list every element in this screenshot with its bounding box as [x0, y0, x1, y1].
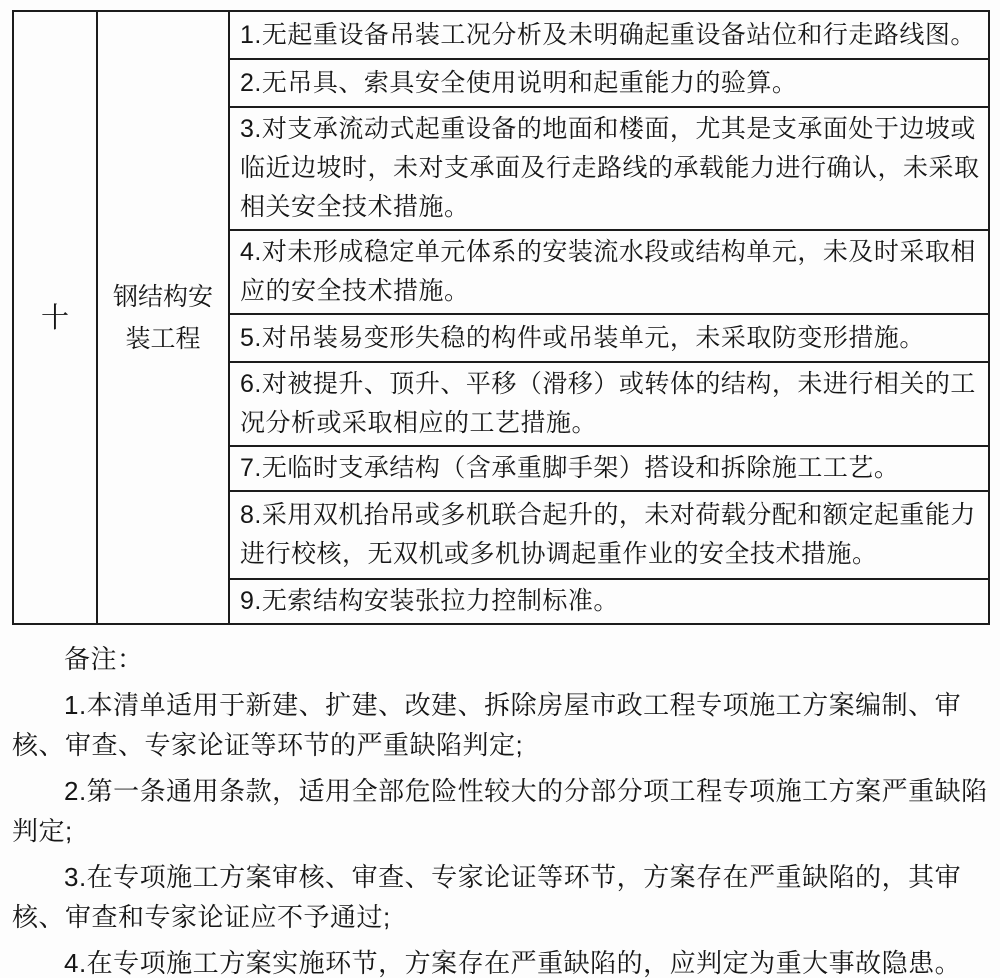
- defect-table: [12, 10, 990, 625]
- defect-item-6: 6.对被提升、顶升、平移（滑移）或转体的结构，未进行相关的工况分析或采取相应的工艺措施。: [229, 362, 989, 446]
- defect-item-5: 5.对吊装易变形失稳的构件或吊装单元，未采取防变形措施。: [229, 314, 989, 362]
- note-item-2: 2.第一条通用条款，适用全部危险性较大的分部分项工程专项施工方案严重缺陷判定;: [12, 776, 988, 846]
- table-row: [13, 11, 989, 59]
- note-item-1: 1.本清单适用于新建、扩建、改建、拆除房屋市政工程专项施工方案编制、审核、审查、专家论证等环节的严重缺陷判定;: [12, 690, 962, 760]
- defect-item-7: 7.无临时支承结构（含承重脚手架）搭设和拆除施工工艺。: [229, 446, 989, 491]
- defect-item-2: 2.无吊具、索具安全使用说明和起重能力的验算。: [229, 59, 989, 107]
- document-page: [0, 10, 1000, 978]
- defect-item-4: 4.对未形成稳定单元体系的安装流水段或结构单元，未及时采取相应的安全技术措施。: [229, 230, 989, 314]
- defect-item-8: 8.采用双机抬吊或多机联合起升的，未对荷载分配和额定起重能力进行校核，无双机或多机协调起重作业的安全技术措施。: [229, 491, 989, 579]
- defect-item-1: 1.无起重设备吊装工况分析及未明确起重设备站位和行走路线图。: [229, 11, 989, 59]
- defect-item-3: 3.对支承流动式起重设备的地面和楼面，尤其是支承面处于边坡或临近边坡时，未对支承面及行走路线的承载能力进行确认，未采取相关安全技术措施。: [229, 107, 989, 230]
- note-item-3: 3.在专项施工方案审核、审查、专家论证等环节，方案存在严重缺陷的，其审核、审查和专家论证应不予通过;: [12, 862, 962, 932]
- notes-label: 备注：: [64, 644, 144, 674]
- row-number-cell: 十: [13, 11, 97, 624]
- defect-item-9: 9.无索结构安装张拉力控制标准。: [229, 579, 989, 624]
- note-item-4: 4.在专项施工方案实施环节，方案存在严重缺陷的，应判定为重大事故隐患。: [64, 948, 962, 978]
- category-cell: 钢结构安装工程: [97, 11, 229, 624]
- notes-section: [12, 639, 988, 978]
